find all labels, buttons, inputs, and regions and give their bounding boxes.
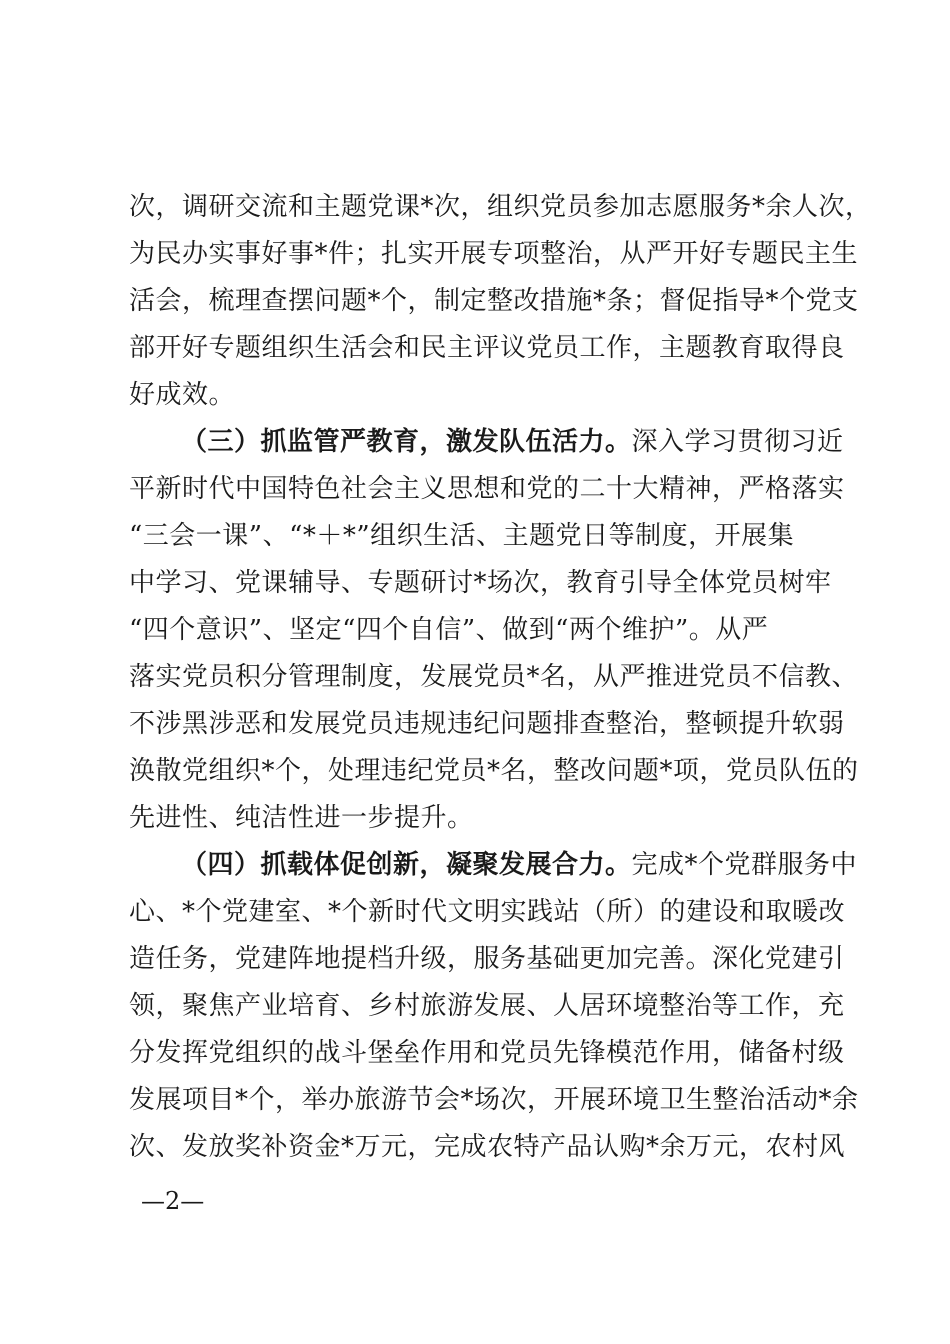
line-text: 造任务，党建阵地提档升级，服务基础更加完善。深化党建引 — [129, 944, 845, 974]
line-text: 次、发放奖补资金*万元，完成农特产品认购*余万元，农村风 — [129, 1132, 846, 1162]
line-text: 领，聚焦产业培育、乡村旅游发展、人居环境整治等工作，充 — [129, 991, 845, 1021]
text-line — [129, 519, 950, 553]
line-text: 深入学习贯彻习近 — [631, 427, 844, 457]
line-text: 落实党员积分管理制度，发展党员*名，从严推进党员不信教、 — [129, 662, 859, 692]
text-line — [129, 660, 950, 694]
line-text: 涣散党组织*个，处理违纪党员*名，整改问题*项，党员队伍的 — [129, 756, 859, 786]
text-line — [129, 895, 950, 929]
line-text: 心、*个党建室、*个新时代文明实践站（所）的建设和取暖改 — [129, 897, 846, 927]
text-line — [129, 707, 950, 741]
page-number: —2— — [141, 1187, 205, 1215]
text-line — [129, 1130, 950, 1164]
text-line — [129, 754, 950, 788]
line-text: 不涉黑涉恶和发展党员违规违纪问题排查整治，整顿提升软弱 — [129, 709, 845, 739]
text-line — [129, 942, 950, 976]
text-line — [129, 1083, 950, 1117]
text-line — [129, 378, 950, 412]
text-line — [129, 613, 950, 647]
text-line — [129, 472, 950, 506]
text-line — [129, 284, 950, 318]
text-line — [129, 237, 950, 271]
line-text: 完成*个党群服务中 — [631, 850, 858, 880]
text-line — [129, 331, 950, 365]
text-line — [181, 425, 950, 459]
line-text: “三会一课”、“*＋*”组织生活、主题党日等制度，开展集 — [129, 521, 795, 551]
text-line — [129, 1036, 950, 1070]
line-text: “四个意识”、坚定“四个自信”、做到“两个维护”。从严 — [129, 615, 769, 645]
line-text: 部开好专题组织生活会和民主评议党员工作，主题教育取得良 — [129, 333, 845, 363]
text-line — [181, 848, 950, 882]
section-heading: （三）抓监管严教育，激发队伍活力。 — [181, 427, 632, 457]
text-line — [129, 801, 950, 835]
text-line — [129, 190, 950, 224]
line-text: 先进性、纯洁性进一步提升。 — [129, 803, 474, 833]
line-text: 活会，梳理查摆问题*个，制定整改措施*条；督促指导*个党支 — [129, 286, 859, 316]
line-text: 平新时代中国特色社会主义思想和党的二十大精神，严格落实 — [129, 474, 845, 504]
line-text: 分发挥党组织的战斗堡垒作用和党员先锋模范作用，储备村级 — [129, 1038, 845, 1068]
text-line — [129, 989, 950, 1023]
line-text: 中学习、党课辅导、专题研讨*场次，教育引导全体党员树牢 — [129, 568, 832, 598]
line-text: 次，调研交流和主题党课*次，组织党员参加志愿服务*余人次， — [129, 192, 872, 222]
line-text: 为民办实事好事*件；扎实开展专项整治，从严开好专题民主生 — [129, 239, 859, 269]
line-text: 发展项目*个，举办旅游节会*场次，开展环境卫生整治活动*余 — [129, 1085, 859, 1115]
line-text: 好成效。 — [129, 380, 236, 410]
text-line — [129, 566, 950, 600]
section-heading: （四）抓载体促创新，凝聚发展合力。 — [181, 850, 632, 880]
